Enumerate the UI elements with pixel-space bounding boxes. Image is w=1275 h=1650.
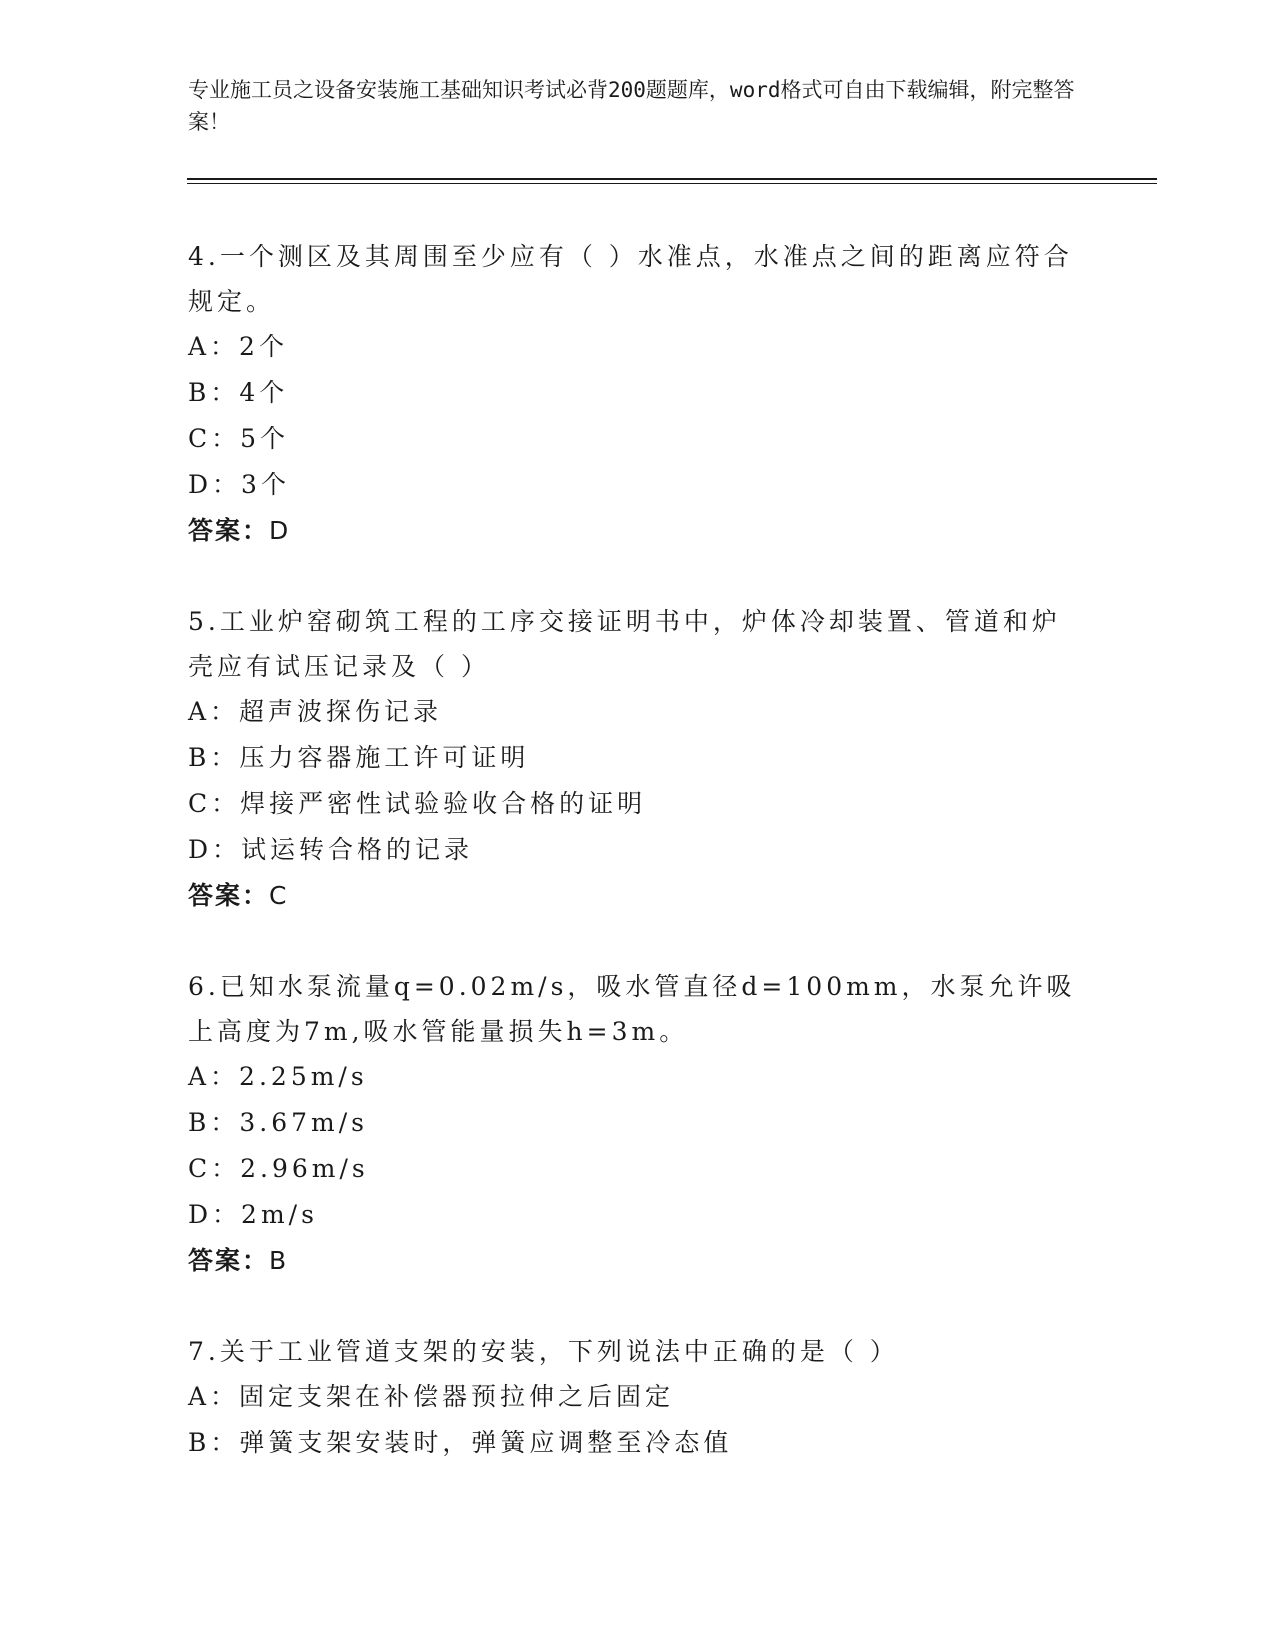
answer-line [188,508,1088,554]
option-b: B：4个 [188,378,289,407]
question-text: 6.已知水泵流量q=0.02m/s，吸水管直径d=100mm，水泵允许吸上高度为7m,吸水管能量损失h=3m。 [188,972,1076,1046]
question-list [188,234,1088,1511]
answer-line [188,873,1088,919]
option-a: A：2.25m/s [188,1062,368,1091]
answer-value: D [269,516,291,545]
header-title: 专业施工员之设备安装施工基础知识考试必背200题题库，word格式可自由下载编辑，附完整答案！ [188,78,1075,134]
answer-line [188,1238,1088,1284]
answer-value: C [269,881,289,910]
question-text: 4.一个测区及其周围至少应有（ ）水准点，水准点之间的距离应符合规定。 [188,242,1073,316]
document-header [188,74,1088,138]
question-text: 7.关于工业管道支架的安装，下列说法中正确的是（ ） [188,1337,899,1366]
question-text: 5.工业炉窑砌筑工程的工序交接证明书中，炉体冷却装置、管道和炉壳应有试压记录及（ ） [188,607,1061,681]
option-a: A：2个 [188,332,288,361]
answer-label: 答案： [188,516,270,545]
question-7 [188,1329,1088,1466]
option-b: B：3.67m/s [188,1108,368,1137]
option-c: C：5个 [188,424,290,453]
option-d: D：2m/s [188,1200,318,1229]
answer-label: 答案： [188,881,270,910]
question-5 [188,599,1088,919]
answer-value: B [269,1246,289,1275]
option-b: B：压力容器施工许可证明 [188,743,530,772]
question-6 [188,964,1088,1284]
header-divider-thick [187,178,1157,180]
question-4 [188,234,1088,554]
option-c: C：2.96m/s [188,1154,369,1183]
option-d: D：试运转合格的记录 [188,835,474,864]
option-c: C：焊接严密性试验验收合格的证明 [188,789,647,818]
option-d: D：3个 [188,470,290,499]
option-a: A：超声波探伤记录 [188,697,443,726]
answer-label: 答案： [188,1246,270,1275]
option-b: B：弹簧支架安装时，弹簧应调整至冷态值 [188,1428,733,1457]
option-a: A：固定支架在补偿器预拉伸之后固定 [188,1382,675,1411]
header-divider-thin [187,183,1157,184]
